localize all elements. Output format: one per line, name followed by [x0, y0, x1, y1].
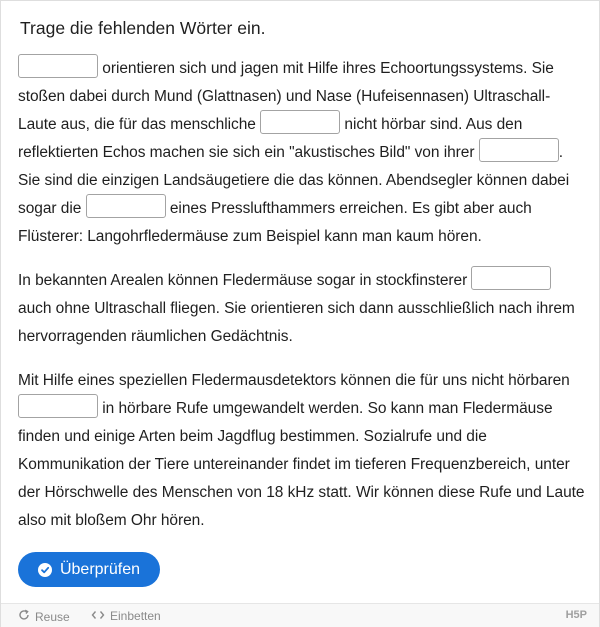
text-segment: auch ohne Ultraschall fliegen. Sie orientieren sich dann ausschließlich nach ihrem hervorragenden räumlichen Gedächtnis. — [18, 300, 575, 345]
blank-input-4[interactable] — [86, 194, 166, 218]
h5p-logo[interactable]: H5P — [565, 609, 587, 621]
reuse-icon — [18, 609, 30, 624]
blank-input-3[interactable] — [479, 138, 559, 162]
blank-input-6[interactable] — [18, 394, 98, 418]
footer-bar — [1, 603, 599, 627]
check-circle-icon — [38, 563, 52, 577]
text-segment: . Sie sind die einzigen Landsäugetiere die das können. Abendsegler können dabei sogar die — [18, 144, 570, 217]
check-button[interactable] — [18, 552, 160, 587]
text-segment: in hörbare Rufe umgewandelt werden. So kann man Fledermäuse finden und einige Arten beim Jagdflug bestimmen. Sozialrufe und die Kommunikation der Tiere untereinander findet im tieferen Frequenzbereich, unter der Hörschwelle des Menschen von 18 kHz statt. Wir können diese Rufe und Laute also mit bloßem Ohr hören. — [18, 400, 585, 529]
text-segment: eines Presslufthammers erreichen. Es gibt aber auch Flüsterer: Langohrfledermäuse zum Beispiel kann man kaum hören. — [18, 200, 532, 245]
text-segment: Mit Hilfe eines speziellen Fledermausdetektors können die für uns nicht hörbaren — [18, 372, 570, 389]
paragraph-2 — [18, 267, 588, 351]
check-button-label: Überprüfen — [59, 560, 141, 578]
paragraph-1 — [18, 55, 588, 251]
blank-input-5[interactable] — [471, 266, 551, 290]
reuse-label: Reuse — [35, 609, 70, 624]
task-title: Trage die fehlenden Wörter ein. — [20, 18, 266, 38]
text-segment: In bekannten Arealen können Fledermäuse sogar in stockfinsterer — [18, 272, 468, 289]
cloze-text — [18, 55, 588, 551]
blank-input-1[interactable] — [18, 54, 98, 78]
reuse-link[interactable] — [18, 609, 70, 624]
paragraph-3 — [18, 367, 588, 535]
embed-code-icon — [91, 609, 105, 623]
embed-label: Einbetten — [110, 609, 161, 623]
blank-input-2[interactable] — [260, 110, 340, 134]
embed-link[interactable] — [91, 609, 161, 623]
text-segment: nicht hörbar sind. Aus den reflektierten Echos machen sie sich ein "akustisches Bild" von ihrer — [18, 116, 523, 161]
text-segment: orientieren sich und jagen mit Hilfe ihres Echoortungssystems. Sie stoßen dabei durch Mund (Glattnasen) und Nase (Hufeisennasen) Ultraschall-Laute aus, die für das menschliche — [18, 60, 554, 133]
